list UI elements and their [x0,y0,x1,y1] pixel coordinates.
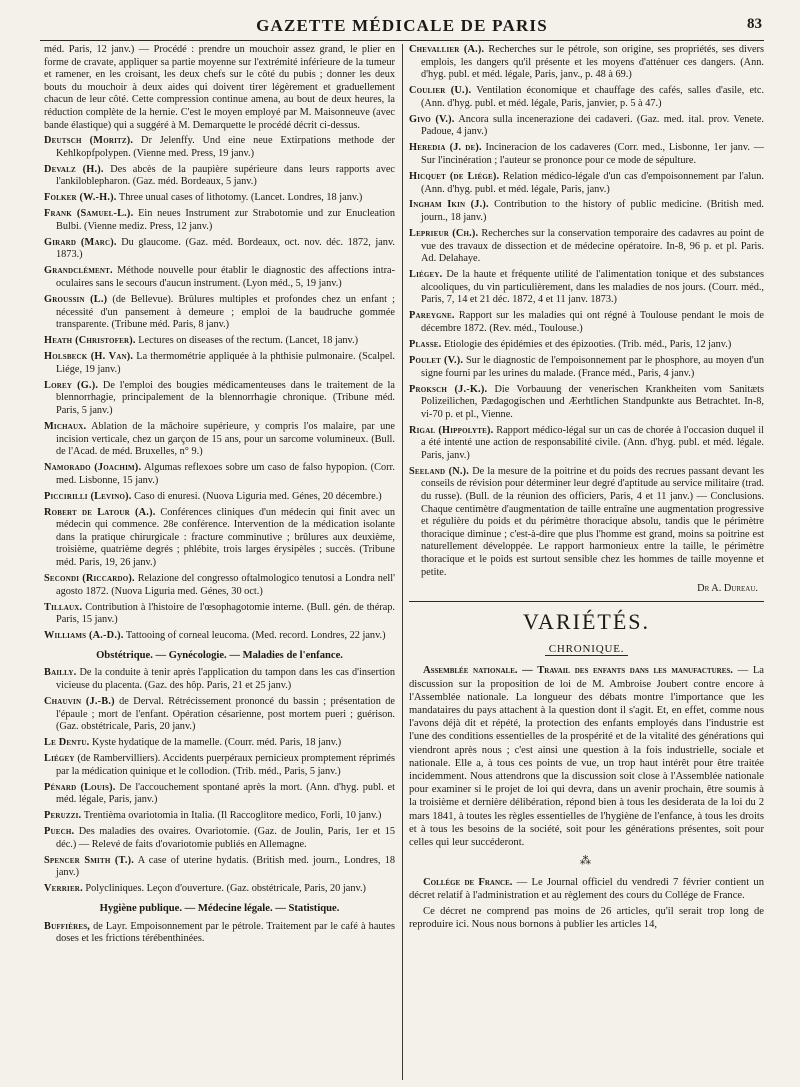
bibliography-entry [44,208,395,233]
entry-text: Polycliniques. Leçon d'ouverture. (Gaz. obstétricale, Paris, 20 janv.) [85,883,366,895]
bibliography-entry [44,883,395,896]
entry-author: Givo (V.). [409,113,455,125]
bibliography-entry [44,192,395,205]
assemblee-lead: Assemblée nationale. — Travail des enfants dans les manufactures. [423,665,733,677]
bibliography-entry [44,921,395,946]
entry-text: Ventilation économique et chauffage des cafés, salles d'asile, etc. (Ann. d'hyg. publ. et méd. légale, Paris, janvier, p. 5 à 47.) [421,85,765,109]
entry-text: A case of uterine hydatis. (British med. journ., Londres, 18 janv.) [56,854,395,879]
entry-author: Proksch (J.-K.). [409,383,488,395]
signature: Dr A. Dureau. [697,582,758,594]
entry-author: Pareygne. [409,310,455,322]
entry-text: Caso di enuresi. (Nuova Liguria med. Génes, 20 décembre.) [134,490,382,502]
bibliography-entry [44,237,395,262]
asterism: ⁂ [580,855,593,868]
entry-text: Conférences cliniques d'un médecin qui finit avec un médecin qui commence. 28e conférence. Intervention de la médication isolante dans la pratique chirurgicale : fracture comminutive ; brûlures aux deuxième, troisième, quatrième degrés ; phlébite, trois larges érysipèles ; succès. (Tribune méd. Paris, 19, 26 janv.) [56,506,395,569]
entry-text: Recherches sur le pétrole, son origine, ses propriétés, ses divers emplois, les dangers qu'il présente et les moyens d'atténuer ces dangers. (Ann. d'hyg. publ. et méd. légale, Paris, janv., p. 48 à 69.) [421,44,764,81]
bibliography-entry [44,351,395,376]
entry-text: Contribution à l'histoire de l'œsophagotomie interne. (Bull. gén. de thérap. Paris, 15 janv.) [56,601,395,626]
entry-author: Coulier (U.). [409,85,472,97]
bibliography-entry [409,310,764,335]
entry-text: Lectures on diseases of the rectum. (Lancet, 18 janv.) [138,335,359,347]
bibliography-entry [44,164,395,189]
entry-text: Ancora sulla incenerazione dei cadaveri. (Gaz. med. ital. prov. Venete. Padoue, 4 janv.) [421,113,764,138]
right-column [409,44,764,935]
entry-text: Des maladies des ovaires. Ovariotomie. (Gaz. de Joulin, Paris, 1er et 15 déc.) — Relevé de faits d'ovariotomie publiés en Allemagne. [56,826,396,850]
entry-text: Algumas reflexoes sobre um caso de falso hypopion. (Corr. med. Lisbonne, 15 janv.) [56,462,395,486]
bibliography-entry [44,294,395,332]
bibliography-entry [409,142,764,167]
entry-text: (de Bellevue). Brûlures multiples et profondes chez un enfant ; nécessité d'un pansement à demeure ; emploi de la baudruche gommée transparente. (Tribune méd. Paris, 8 janv.) [56,294,396,331]
entry-text: Recherches sur la conservation temporaire des cadavres au point de vue des travaux de dissection et de médecine opératoire. In-8, 96 p. et pl. Paris. Ad. Delahaye. [421,228,765,265]
bibliography-entry [409,466,764,579]
entry-text: Dr Jelenffy. Und eine neue Extirpations methode der Kehlkopfpolypen. (Vienne med. Press, 19 janv.) [56,135,395,159]
bibliography-entry [409,425,764,463]
entry-author: Heredia (J. de). [409,142,482,154]
section-heading-obstetrique: Obstétrique. — Gynécologie. — Maladies de l'enfance. [96,649,343,661]
entry-text: Die Vorbauung der venerischen Krankheiten vom Sanitæts Polizeilichen, Pædagogischen und Æerhtlichen Standpunkte aus Betrachtet. In-8, vi-70 p. et pl., Vienne. [421,383,765,420]
entry-text: (de Rambervilliers). Accidents puerpéraux pernicieux promptement réprimés par la médication quinique et le collodion. (Trib. méd., Paris, 5 janv.) [56,753,396,777]
entry-author: Deutsch (Moritz). [44,135,134,147]
entry-text: Tattooing of corneal leucoma. (Med. record. Londres, 22 janv.) [125,630,386,642]
entry-text: La thermométrie appliquée à la phthisie pulmonaire. (Scalpel. Liége, 19 janv.) [56,351,396,375]
page-number: 83 [747,16,762,32]
entry-text: Ein neues Instrument zur Strabotomie und zur Enucleation Bulbi. (Vienne mediz. Press, 12 janv.) [56,208,395,232]
entry-author: Rigal (Hippolyte). [409,424,494,436]
bibliography-entry [44,782,395,807]
bibliography-entry [44,667,395,692]
entry-author: Poulet (V.). [409,354,464,366]
bibliography-entry [409,228,764,266]
entry-author: Puech. [44,826,75,838]
entry-author: Liégey. [409,269,443,281]
section-heading-hygiene: Hygiène publique. — Médecine légale. — Statistique. [99,903,340,914]
college-lead: Collége de France. [423,876,513,888]
entry-text: Relazione del congresso oftalmologico tenutosi a Londra nell' agosto 1872. (Nuova Liguria med. Génes, 30 oct.) [56,573,395,597]
college-paragraph [409,876,764,902]
entry-author: Hicquet (de Liége). [409,170,500,182]
entry-text: Trentièma ovariotomia in Italia. (Il Raccoglitore medico, Forli, 10 janv.) [83,810,382,822]
bibliography-entry [44,737,395,750]
bibliography-entry [44,810,395,823]
bibliography-entry [409,269,764,307]
bibliography-entry [409,199,764,224]
entry-text: De la haute et fréquente utilité de l'alimentation tonique et des substances alcooliques, du vin particulièrement, dans les maladies de nos jours. (Courr. méd., Paris, 7, 14 et 21 déc. 1872, 4 et 11 janv. 1873.) [421,269,764,306]
chronique-title: CHRONIQUE. [409,643,764,656]
bibliography-list-obstetrique [44,667,395,896]
entry-text: Du glaucome. (Gaz. méd. Bordeaux, oct. nov. déc. 1872, janv. 1873.) [56,236,395,261]
entry-text: Ablation de la mâchoire supérieure, y compris l'os malaire, par une incision verticale, chez un garçon de 15 ans, pour un sarcome volumineux. (Bull. de l'Acad. de méd. Bruxelles, n° 9.) [56,420,395,458]
entry-author: Le Dentu. [44,737,90,749]
bibliography-entry [409,114,764,139]
bibliography-entry [409,355,764,380]
section-rule [409,601,764,602]
entry-text: de Derval. Rétrécissement prononcé du bassin ; présentation de l'épaule ; mort de l'enfant. Opération césarienne, post mortem pueri ; guérison. (Gaz. obstétricale, Paris, 20 janv.) [56,695,395,733]
entry-author: Groussin (L.) [44,294,108,306]
entry-author: Holsbeck (H. Van). [44,351,134,363]
entry-author: Heath (Christofer). [44,335,136,347]
assemblee-paragraph [409,664,764,849]
left-column [44,44,395,949]
entry-author: Secondi (Riccardo). [44,573,135,585]
bibliography-entry [44,602,395,627]
entry-author: Tillaux. [44,601,83,613]
entry-author: Chauvin (J.-B.) [44,695,115,707]
bibliography-entry [409,44,764,82]
entry-text: Three unual cases of lithotomy. (Lancet. Londres, 18 janv.) [118,192,363,204]
bibliography-entry [409,339,764,352]
varietes-title: VARIÉTÉS. [523,609,650,635]
entry-text: Des abcès de la paupière supérieure dans leurs rapports avec l'ankiloblepharon. (Gaz. méd. Bordeaux, 5 janv.) [56,163,395,188]
entry-text: Etiologie des épidémies et des épizooties. (Trib. méd., Paris, 12 janv.) [444,338,732,350]
entry-author: Robert de Latour (A.). [44,506,156,518]
entry-author: Verrier. [44,883,83,895]
bibliography-entry [44,462,395,487]
entry-text: Sur le diagnostic de l'empoisonnement par le phosphore, au moyen d'un signe fourni par les urines du malade. (France méd., Paris, 4 janv.) [421,354,764,379]
entry-author: Buffières, [44,920,91,932]
entry-text: De l'accouchement spontané après la mort. (Ann. d'hyg. publ. et méd. légale, Paris, janv.) [56,781,395,806]
entry-author: Pénard (Louis). [44,781,116,793]
entry-author: Spencer Smith (T.). [44,854,135,866]
college-text: — Le Journal officiel du vendredi 7 février contient un décret relatif à l'administration et au règlement des cours du Collége de France. [409,876,764,902]
entry-author: Seeland (N.). [409,465,470,477]
bibliography-entry [44,265,395,290]
entry-author: Devalz (H.). [44,163,104,175]
entry-text: de Layr. Empoisonnement par le pétrole. Traitement par le café à hautes doses et les frictions térébenthinées. [56,920,395,945]
bibliography-entry [409,171,764,196]
entry-author: Peruzzi. [44,810,82,822]
entry-author: Leprieur (Ch.). [409,228,479,240]
entry-author: Williams (A.-D.). [44,630,124,642]
bibliography-entry [44,630,395,643]
bibliography-entry [44,696,395,734]
entry-text: Incineracion de los cadaveres (Corr. med., Lisbonne, 1er janv. — Sur l'incinération ; l'auteur se prononce pour ce mode de sépulture. [421,142,764,166]
bibliography-entry [44,855,395,880]
bibliography-list-hygiene [44,921,395,946]
entry-author: Liégey [44,753,75,765]
entry-author: Chevallier (A.). [409,44,485,55]
bibliography-entry [44,491,395,504]
entry-author: Bailly. [44,667,77,679]
entry-text: Kyste hydatique de la mamelle. (Courr. méd. Paris, 18 janv.) [91,737,342,749]
bibliography-entry [44,421,395,459]
decret-paragraph: Ce décret ne comprend pas moins de 26 articles, qu'il serait trop long de reproduire ici. Nous nous bornons à publier les articles 14, [409,906,764,931]
bibliography-entry [44,380,395,418]
bibliography-list [44,135,395,643]
assemblee-text: — La discussion sur la proposition de loi de M. Ambroise Joubert contre encore à l'Assemblée nationale. La longueur des débats montre l'importance que les mandataires du pays attachent à la question dont il s'agit. Et, en effet, comme nous l'avons déjà dit et répété, la protection des enfants employés dans l'industrie est l'une des conditions essentielles de la prospérité et de la vitalité des générations qui viendront après nous ; c'est ainsi une question à la fois industrielle, sociale et nationale. Elle a, à tous ces points de vue, un trop haut intérêt pour être traitée incidemment. Nous attendrons que la discussion soit close à l'Assemblée nationale pour examiner si le projet de loi qui devra, dans un avenir prochain, être soumis à la troisième et dernière délibération, répond bien à tous les desiderata de la loi du 2 mars 1841, à toutes les règles essentielles de l'hygiène de l'enfance, à tous les droits et à tous les besoins de la société, soit pour les générations présentes, soit pour celles qui leur succéderont. [409,665,764,849]
bibliography-entry [44,335,395,348]
bibliography-entry [44,826,395,851]
intro-paragraph: méd. Paris, 12 janv.) — Procédé : prendre un mouchoir assez grand, le plier en forme de cravate, appliquer sa partie moyenne sur l'extrémité inférieure de la tumeur et ramener, en les croisant, les deux chefs sur le côté du pubis ; donner les deux bouts du mouchoir à deux aides qui doivent tirer légèrement et graduellement chacun de leur côté. Cette compression continue amena, au bout de deux heures, la réduction complète de la hernie. C'est le moyen employé par M. Maisonneuve (avec bande élastique) qui a suggéré à M. Demarquette le procédé décrit ci-dessus. [44,44,395,131]
bibliography-list-continued [409,44,764,579]
entry-text: Contribution to the history of public medicine. (British med. journ., 18 janv.) [421,199,764,224]
entry-author: Namorado (Joachim). [44,462,142,474]
entry-text: Relation médico-légale d'un cas d'empoisonnement par l'alun. (Ann. d'hyg. publ. et méd. légale, Paris, janv.) [421,170,764,195]
entry-text: De l'emploi des bougies médicamenteuses dans le traitement de la blennorrhagie, principalement de la blennorrhagie chronique. (Tribune méd. Paris, 5 janv.) [56,379,395,416]
entry-author: Plasse. [409,338,442,350]
bibliography-entry [44,507,395,570]
entry-author: Lorey (G.). [44,379,99,391]
entry-text: Méthode nouvelle pour établir le diagnostic des affections intra-oculaires sans le secours d'aucun instrument. (Lyon méd., 5, 19 janv.) [56,265,395,290]
journal-title: GAZETTE MÉDICALE DE PARIS [256,16,548,35]
entry-author: Michaux. [44,420,87,432]
entry-text: De la conduite à tenir après l'application du tampon dans les cas d'insertion vicieuse du placenta. (Gaz. des hôp. Paris, 21 et 25 janv.) [56,667,395,691]
bibliography-entry [409,85,764,110]
column-divider [402,44,403,1080]
bibliography-entry [44,135,395,160]
bibliography-entry [409,384,764,422]
page-header [40,14,764,41]
bibliography-entry [44,753,395,778]
entry-author: Folker (W.-H.). [44,192,117,204]
entry-text: Rapport médico-légal sur un cas de chorée à l'occasion duquel il a été intenté une action de responsabilité civile. (Ann. d'hyg. publ. et méd. légale. Paris, janv.) [421,424,764,461]
entry-text: Rapport sur les maladies qui ont régné à Toulouse pendant le mois de décembre 1872. (Rev. méd., Toulouse.) [421,310,764,334]
entry-author: Frank (Samuel-L.). [44,208,134,220]
entry-author: Girard (Marc). [44,236,117,248]
entry-author: Grandclément. [44,265,113,277]
entry-author: Piccirilli (Levino). [44,490,132,502]
entry-text: De la mesure de la poitrine et du poids des recrues passant devant les conseils de révision pour déterminer leur degré d'aptitude au service militaire (trad. du russe). (Bull. de la réunion des officiers, Paris, 4 et 11 janv.) — Conclusions. Chaque centimètre d'augmentation de taille entraîne une augmentation progressive et régulière du poids et du périmètre thoracique absolu, tandis que le périmètre thoracique diminue ; c'est-à-dire que plus l'homme est grand, moins sa poitrine est naturellement développée. Le rapport harmonieux entre la taille, le périmètre thoracique et le poids est surtout sensible chez les hommes de taille moyenne et petite. [421,465,764,578]
bibliography-entry [44,573,395,598]
entry-author: Ingham Ikin (J.). [409,199,489,211]
